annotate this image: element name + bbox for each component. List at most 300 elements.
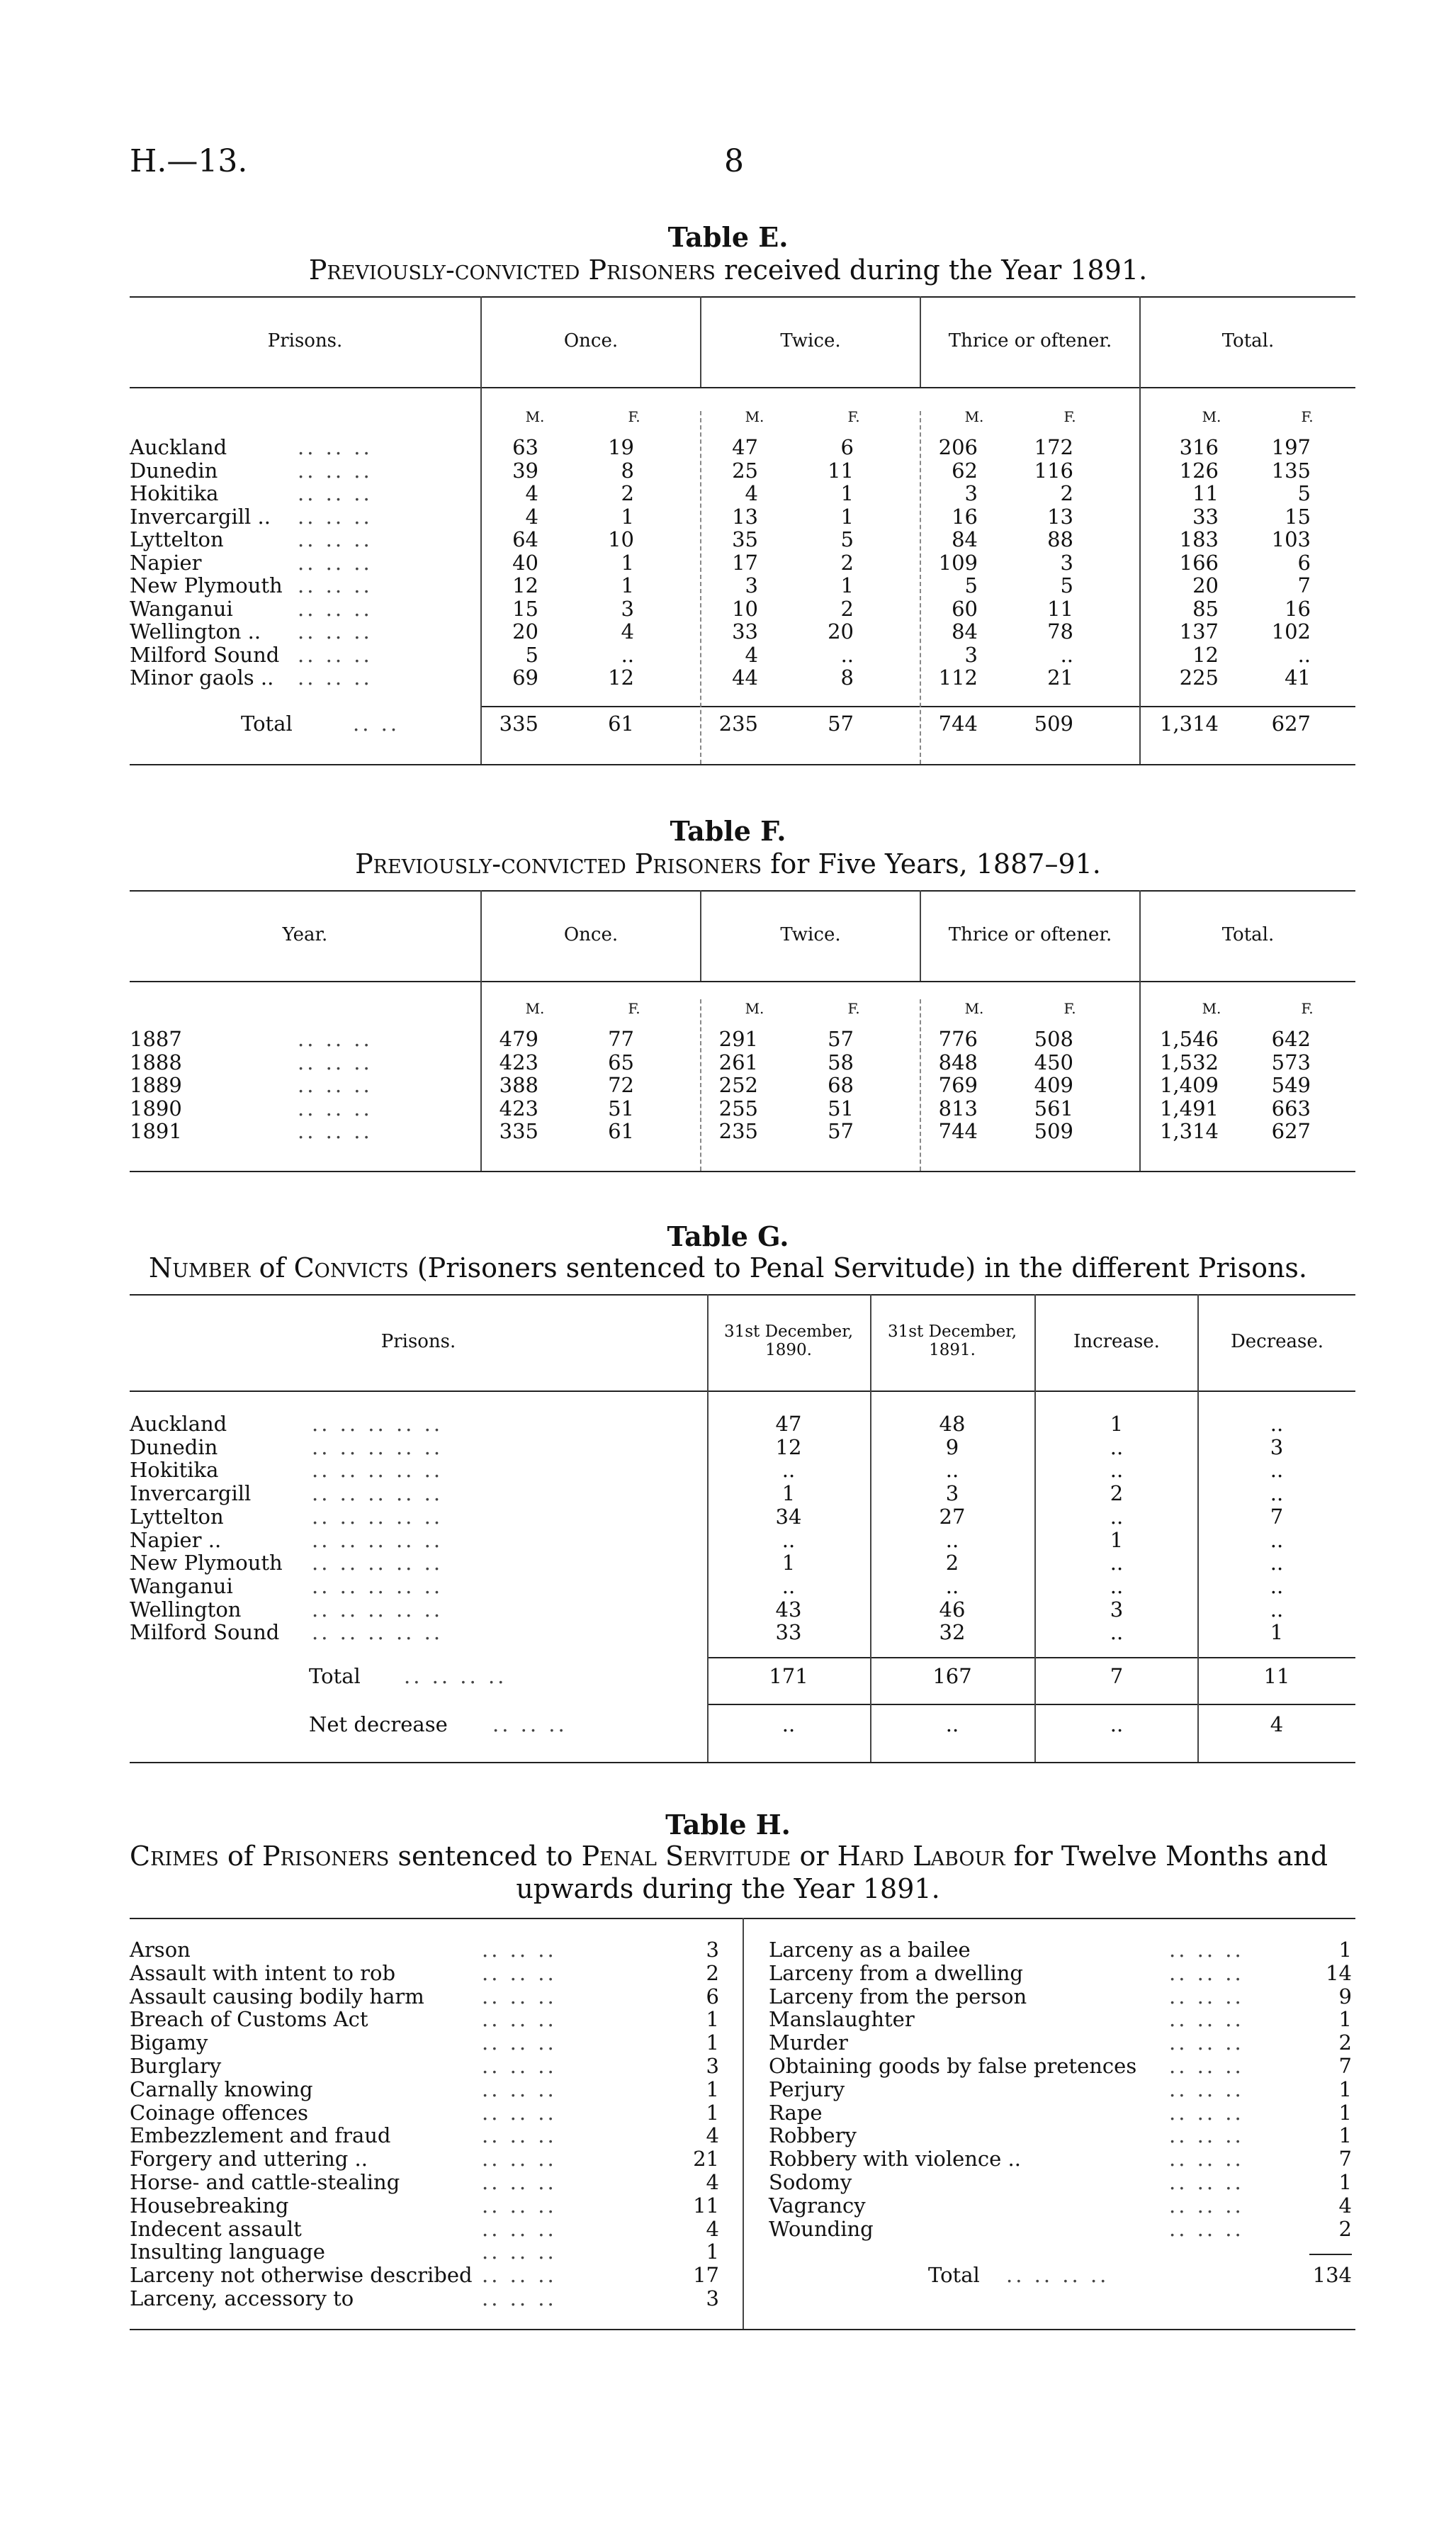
cell-value: 65: [608, 1050, 634, 1074]
cell-value: ..: [1270, 1573, 1284, 1598]
cell-value: 4: [525, 481, 538, 505]
row-label: Wanganui: [130, 596, 233, 621]
total-label: Total: [928, 2263, 980, 2288]
female-label: F.: [628, 408, 640, 425]
cell-value: 3: [745, 573, 758, 597]
crime-label: Forgery and uttering ..: [130, 2147, 368, 2172]
leader-dots: .. .. ..: [298, 435, 373, 459]
leader-dots: .. .. ..: [1169, 1960, 1244, 1985]
cell-value: 1: [840, 481, 854, 505]
table-e-total-rule: [482, 706, 1355, 707]
cell-value: ..: [781, 1527, 796, 1552]
cell-value: ..: [1110, 1551, 1124, 1575]
crime-count: 2: [1338, 2216, 1352, 2241]
leader-dots: .. .. ..: [298, 481, 373, 505]
cell-value: 1: [840, 573, 854, 597]
table-f-subtitle: Previously-convicted Prisoners for Five Years, 1887–91.: [355, 848, 1101, 880]
crime-label: Murder: [769, 2030, 848, 2055]
leader-dots: .. .. ..: [492, 1712, 568, 1736]
table-e-title: Table E.: [667, 221, 789, 253]
cell-value: 166: [1179, 550, 1219, 575]
cell-value: 44: [732, 665, 758, 690]
total-value: 235: [718, 712, 758, 736]
cell-value: 206: [938, 435, 978, 459]
cell-value: 25: [732, 458, 758, 483]
cell-value: 51: [828, 1096, 854, 1120]
row-label: New Plymouth: [130, 573, 283, 597]
cell-value: 33: [1192, 504, 1219, 529]
row-label: Auckland: [130, 1412, 227, 1436]
cell-value: ..: [781, 1573, 796, 1598]
male-label: M.: [1202, 1000, 1221, 1017]
crime-label: Manslaughter: [769, 2007, 915, 2032]
leader-dots: .. .. ..: [482, 2263, 557, 2288]
female-label: F.: [1301, 1000, 1314, 1017]
leader-dots: .. .. ..: [1169, 2077, 1244, 2101]
cell-value: 62: [952, 458, 978, 483]
table-g-head-increase: Increase.: [1073, 1331, 1160, 1352]
cell-value: 8: [621, 458, 634, 483]
cell-value: 5: [1060, 573, 1073, 597]
leader-dots: .. .. ..: [1169, 2007, 1244, 2032]
cell-value: 69: [512, 665, 538, 690]
row-label: Dunedin: [130, 458, 218, 483]
crime-label: Robbery with violence ..: [769, 2147, 1021, 2172]
leader-dots: .. .. ..: [482, 2030, 557, 2055]
table-g-title: Table G.: [667, 1220, 789, 1252]
cell-value: 41: [1285, 665, 1311, 690]
row-label: Wanganui: [130, 1573, 233, 1598]
table-g-divider-2: [870, 1294, 871, 1762]
cell-value: 573: [1271, 1050, 1311, 1074]
cell-value: ..: [1270, 1458, 1284, 1483]
leader-dots: .. .. ..: [482, 2240, 557, 2264]
cell-value: 13: [732, 504, 758, 529]
total-value: 627: [1271, 712, 1311, 736]
row-label: 1889: [130, 1073, 182, 1097]
table-h-bottom-rule: [130, 2329, 1355, 2330]
total-label: Total: [309, 1664, 361, 1688]
cell-value: 1: [621, 504, 634, 529]
row-label: 1891: [130, 1119, 182, 1143]
crime-count: 17: [693, 2263, 719, 2288]
page-number: 8: [724, 143, 744, 179]
leader-dots: .. .. .. .. ..: [312, 1527, 444, 1552]
crime-count: 1: [706, 2240, 719, 2264]
female-label: F.: [1063, 408, 1076, 425]
crime-label: Embezzlement and fraud: [130, 2123, 391, 2148]
cell-value: 663: [1271, 1096, 1311, 1120]
table-e-head-prisons: Prisons.: [267, 330, 343, 352]
cell-value: 21: [1047, 665, 1073, 690]
cell-value: ..: [945, 1458, 959, 1483]
table-f-head-year: Year.: [282, 924, 328, 945]
crime-count: 9: [1338, 1984, 1352, 2009]
table-g-top-rule: [130, 1294, 1355, 1296]
table-f-bottom-rule: [130, 1171, 1355, 1172]
cell-value: 316: [1179, 435, 1219, 459]
leader-dots: .. .. .. ..: [1006, 2263, 1110, 2288]
cell-value: 1: [781, 1551, 796, 1575]
cell-value: 84: [952, 527, 978, 551]
crime-count: 4: [706, 2216, 719, 2241]
total-label: Total: [241, 712, 293, 736]
cell-value: 255: [718, 1096, 758, 1120]
cell-value: 17: [732, 550, 758, 575]
cell-value: 13: [1047, 504, 1073, 529]
leader-dots: .. .. ..: [1169, 2170, 1244, 2194]
cell-value: 388: [499, 1073, 538, 1097]
total-value: 744: [938, 712, 978, 736]
male-label: M.: [745, 408, 764, 425]
cell-value: 47: [775, 1412, 802, 1436]
leader-dots: .. .. ..: [482, 2193, 557, 2218]
table-h-subtitle-line1: Crimes of Prisoners sentenced to Penal Servitude or Hard Labour for Twelve Months and: [130, 1841, 1328, 1872]
leader-dots: .. .. ..: [1169, 2100, 1244, 2125]
cell-value: 1: [1110, 1527, 1124, 1552]
cell-value: ..: [840, 642, 854, 667]
cell-value: 508: [1034, 1027, 1073, 1051]
total-value: 171: [769, 1664, 808, 1688]
leader-dots: .. .. ..: [482, 2286, 557, 2310]
leader-dots: .. .. .. ..: [404, 1664, 507, 1688]
crime-count: 11: [693, 2193, 719, 2218]
leader-dots: .. .. ..: [482, 2123, 557, 2148]
cell-value: 32: [939, 1620, 966, 1645]
cell-value: 7: [1297, 573, 1311, 597]
cell-value: 11: [1192, 481, 1219, 505]
crime-label: Coinage offences: [130, 2100, 309, 2125]
leader-dots: .. .. ..: [1169, 2193, 1244, 2218]
cell-value: 225: [1179, 665, 1219, 690]
leader-dots: .. .. ..: [482, 1960, 557, 1985]
table-e-head-once: Once.: [563, 330, 619, 352]
table-h-title: Table H.: [665, 1809, 791, 1841]
cell-value: 12: [775, 1434, 802, 1459]
crime-count: 2: [1338, 2030, 1352, 2055]
cell-value: 291: [718, 1027, 758, 1051]
cell-value: 5: [964, 573, 978, 597]
cell-value: ..: [781, 1458, 796, 1483]
cell-value: 109: [938, 550, 978, 575]
cell-value: 549: [1271, 1073, 1311, 1097]
crime-count: 3: [706, 1938, 719, 1962]
row-label: Minor gaols ..: [130, 665, 274, 690]
crime-label: Breach of Customs Act: [130, 2007, 368, 2032]
table-g-head-decrease: Decrease.: [1230, 1331, 1324, 1352]
cell-value: 68: [828, 1073, 854, 1097]
crime-count: 21: [693, 2147, 719, 2172]
cell-value: 84: [952, 619, 978, 644]
cell-value: 135: [1271, 458, 1311, 483]
cell-value: 16: [952, 504, 978, 529]
net-value: 4: [1270, 1712, 1284, 1736]
cell-value: ..: [1060, 642, 1073, 667]
cell-value: 172: [1034, 435, 1073, 459]
crime-count: 1: [706, 2030, 719, 2055]
cell-value: ..: [1297, 642, 1311, 667]
cell-value: 27: [939, 1504, 966, 1529]
cell-value: 235: [718, 1119, 758, 1143]
table-h-divider: [743, 1918, 744, 2329]
cell-value: 20: [512, 619, 538, 644]
net-decrease-label: Net decrease: [309, 1712, 448, 1736]
table-f-head-once: Once.: [563, 924, 619, 945]
leader-dots: .. .. ..: [482, 2007, 557, 2032]
cell-value: 15: [1285, 504, 1311, 529]
cell-value: 112: [938, 665, 978, 690]
female-label: F.: [1063, 1000, 1076, 1017]
crime-label: Assault causing bodily harm: [130, 1984, 424, 2009]
crime-label: Bigamy: [130, 2030, 208, 2055]
leader-dots: .. .. ..: [1169, 1984, 1244, 2009]
cell-value: ..: [1270, 1412, 1284, 1436]
row-label: Napier ..: [130, 1527, 222, 1552]
female-label: F.: [847, 1000, 860, 1017]
table-e-bottom-rule: [130, 764, 1355, 765]
cell-value: 3: [621, 596, 634, 621]
total-value: 57: [828, 712, 854, 736]
table-g-head-1890: 31st December, 1890.: [723, 1322, 854, 1359]
crime-count: 4: [706, 2123, 719, 2148]
crime-label: Vagrancy: [769, 2193, 866, 2218]
leader-dots: .. .. .. .. ..: [312, 1481, 444, 1506]
crime-label: Rape: [769, 2100, 823, 2125]
total-count: 134: [1312, 2263, 1352, 2288]
leader-dots: .. .. .. .. ..: [312, 1620, 444, 1645]
cell-value: 252: [718, 1073, 758, 1097]
crime-count: 1: [1338, 2170, 1352, 2194]
net-value: ..: [945, 1712, 959, 1736]
cell-value: ..: [945, 1573, 959, 1598]
cell-value: 40: [512, 550, 538, 575]
cell-value: 261: [718, 1050, 758, 1074]
table-e-subtitle: Previously-convicted Prisoners received during the Year 1891.: [308, 254, 1148, 286]
cell-value: 744: [938, 1119, 978, 1143]
cell-value: 5: [1297, 481, 1311, 505]
table-g-divider-4: [1197, 1294, 1199, 1762]
cell-value: 85: [1192, 596, 1219, 621]
cell-value: 1,491: [1159, 1096, 1219, 1120]
table-f-head-total: Total.: [1221, 924, 1275, 945]
table-e-head-thrice: Thrice or oftener.: [948, 330, 1112, 352]
row-label: Wellington ..: [130, 619, 261, 644]
male-label: M.: [1202, 408, 1221, 425]
crime-label: Larceny not otherwise described: [130, 2263, 473, 2288]
leader-dots: .. .. ..: [298, 1096, 373, 1120]
table-e-head-total: Total.: [1221, 330, 1275, 352]
cell-value: 813: [938, 1096, 978, 1120]
cell-value: 20: [828, 619, 854, 644]
crime-count: 1: [1338, 2123, 1352, 2148]
total-value: 335: [499, 712, 538, 736]
table-f-top-rule: [130, 890, 1355, 892]
cell-value: 46: [939, 1597, 966, 1622]
crime-label: Sodomy: [769, 2170, 852, 2194]
leader-dots: .. .. ..: [1169, 2030, 1244, 2055]
leader-dots: .. .. ..: [1169, 1938, 1244, 1962]
row-label: 1887: [130, 1027, 182, 1051]
row-label: Lyttelton: [130, 527, 224, 551]
cell-value: 5: [840, 527, 854, 551]
cell-value: ..: [1110, 1620, 1124, 1645]
cell-value: 12: [512, 573, 538, 597]
cell-value: ..: [1110, 1573, 1124, 1598]
leader-dots: .. .. ..: [1169, 2123, 1244, 2148]
leader-dots: .. .. .. .. ..: [312, 1597, 444, 1622]
row-label: Hokitika: [130, 1458, 219, 1483]
cell-value: ..: [1270, 1551, 1284, 1575]
total-value: 7: [1110, 1664, 1124, 1688]
cell-value: 4: [621, 619, 634, 644]
table-e-header-rule: [130, 387, 1355, 388]
leader-dots: .. .. ..: [482, 1984, 557, 2009]
cell-value: ..: [621, 642, 634, 667]
cell-value: 51: [608, 1096, 634, 1120]
leader-dots: .. .. ..: [1169, 2054, 1244, 2078]
cell-value: 15: [512, 596, 538, 621]
table-g-bottom-rule: [130, 1762, 1355, 1763]
leader-dots: .. .. ..: [482, 2216, 557, 2241]
cell-value: 3: [964, 642, 978, 667]
cell-value: ..: [1270, 1481, 1284, 1506]
cell-value: 197: [1271, 435, 1311, 459]
row-label: Lyttelton: [130, 1504, 224, 1529]
crime-label: Indecent assault: [130, 2216, 302, 2241]
female-label: F.: [1301, 408, 1314, 425]
row-label: Auckland: [130, 435, 227, 459]
table-g-head-1891: 31st December, 1891.: [887, 1322, 1017, 1359]
cell-value: 642: [1271, 1027, 1311, 1051]
cell-value: 1: [840, 504, 854, 529]
crime-label: Burglary: [130, 2054, 222, 2078]
cell-value: 776: [938, 1027, 978, 1051]
row-label: New Plymouth: [130, 1551, 283, 1575]
row-label: Milford Sound: [130, 1620, 280, 1645]
leader-dots: .. .. ..: [298, 1050, 373, 1074]
row-label: Wellington: [130, 1597, 242, 1622]
cell-value: 10: [732, 596, 758, 621]
leader-dots: .. .. .. .. ..: [312, 1573, 444, 1598]
crime-label: Larceny, accessory to: [130, 2286, 354, 2310]
cell-value: 335: [499, 1119, 538, 1143]
table-e-head-twice: Twice.: [780, 330, 841, 352]
leader-dots: .. .. ..: [298, 527, 373, 551]
leader-dots: .. .. ..: [482, 2147, 557, 2172]
leader-dots: .. .. ..: [298, 504, 373, 529]
table-e-top-rule: [130, 296, 1355, 298]
cell-value: 61: [608, 1119, 634, 1143]
cell-value: 2: [1110, 1481, 1124, 1506]
cell-value: 183: [1179, 527, 1219, 551]
cell-value: 6: [840, 435, 854, 459]
cell-value: 126: [1179, 458, 1219, 483]
cell-value: 1,314: [1159, 1119, 1219, 1143]
cell-value: ..: [1270, 1527, 1284, 1552]
row-label: Napier: [130, 550, 202, 575]
cell-value: 57: [828, 1119, 854, 1143]
cell-value: 43: [775, 1597, 802, 1622]
cell-value: ..: [1110, 1504, 1124, 1529]
crime-count: 1: [706, 2100, 719, 2125]
female-label: F.: [847, 408, 860, 425]
leader-dots: .. .. ..: [298, 1027, 373, 1051]
cell-value: 2: [1060, 481, 1073, 505]
leader-dots: .. .. ..: [1169, 2216, 1244, 2241]
cell-value: 2: [840, 596, 854, 621]
table-h-subtitle-line2: upwards during the Year 1891.: [516, 1873, 940, 1904]
leader-dots: .. .. ..: [482, 2054, 557, 2078]
leader-dots: .. .. ..: [298, 619, 373, 644]
crime-label: Insulting language: [130, 2240, 325, 2264]
cell-value: 6: [1297, 550, 1311, 575]
cell-value: 16: [1285, 596, 1311, 621]
cell-value: 423: [499, 1050, 538, 1074]
table-g-subtitle: Number of Convicts (Prisoners sentenced to Penal Servitude) in the different Prisons.: [148, 1252, 1308, 1283]
cell-value: 11: [828, 458, 854, 483]
male-label: M.: [525, 1000, 545, 1017]
total-value: 11: [1263, 1664, 1290, 1688]
total-value: 1,314: [1159, 712, 1219, 736]
cell-value: 35: [732, 527, 758, 551]
cell-value: ..: [1270, 1597, 1284, 1622]
cell-value: 72: [608, 1073, 634, 1097]
crime-label: Robbery: [769, 2123, 857, 2148]
cell-value: 1: [781, 1481, 796, 1506]
cell-value: 63: [512, 435, 538, 459]
crime-count: 7: [1338, 2054, 1352, 2078]
cell-value: 3: [945, 1481, 959, 1506]
crime-label: Perjury: [769, 2077, 845, 2101]
cell-value: 7: [1270, 1504, 1284, 1529]
cell-value: 8: [840, 665, 854, 690]
leader-dots: .. .. ..: [482, 2077, 557, 2101]
cell-value: 3: [1060, 550, 1073, 575]
leader-dots: .. .. .. .. ..: [312, 1434, 444, 1459]
net-value: ..: [781, 1712, 796, 1736]
cell-value: 19: [608, 435, 634, 459]
crime-count: 1: [706, 2077, 719, 2101]
crime-count: 3: [706, 2054, 719, 2078]
cell-value: 48: [939, 1412, 966, 1436]
crime-count: 14: [1326, 1960, 1352, 1985]
cell-value: 409: [1034, 1073, 1073, 1097]
leader-dots: .. .. ..: [298, 550, 373, 575]
cell-value: 33: [732, 619, 758, 644]
crime-label: Larceny from a dwelling: [769, 1960, 1023, 1985]
cell-value: 103: [1271, 527, 1311, 551]
net-value: ..: [1110, 1712, 1124, 1736]
leader-dots: .. .. ..: [482, 2170, 557, 2194]
cell-value: 12: [1192, 642, 1219, 667]
cell-value: 4: [525, 504, 538, 529]
crime-label: Larceny from the person: [769, 1984, 1027, 2009]
cell-value: 3: [964, 481, 978, 505]
cell-value: 1,546: [1159, 1027, 1219, 1051]
table-g-divider-1: [707, 1294, 709, 1762]
leader-dots: .. .. ..: [298, 596, 373, 621]
leader-dots: .. .. ..: [298, 642, 373, 667]
cell-value: 64: [512, 527, 538, 551]
cell-value: 5: [525, 642, 538, 667]
table-g-head-prisons: Prisons.: [380, 1331, 456, 1352]
crime-count: 1: [1338, 2077, 1352, 2101]
crime-count: 7: [1338, 2147, 1352, 2172]
crime-label: Wounding: [769, 2216, 874, 2241]
crime-count: 4: [706, 2170, 719, 2194]
total-value: 61: [608, 712, 634, 736]
cell-value: 116: [1034, 458, 1073, 483]
